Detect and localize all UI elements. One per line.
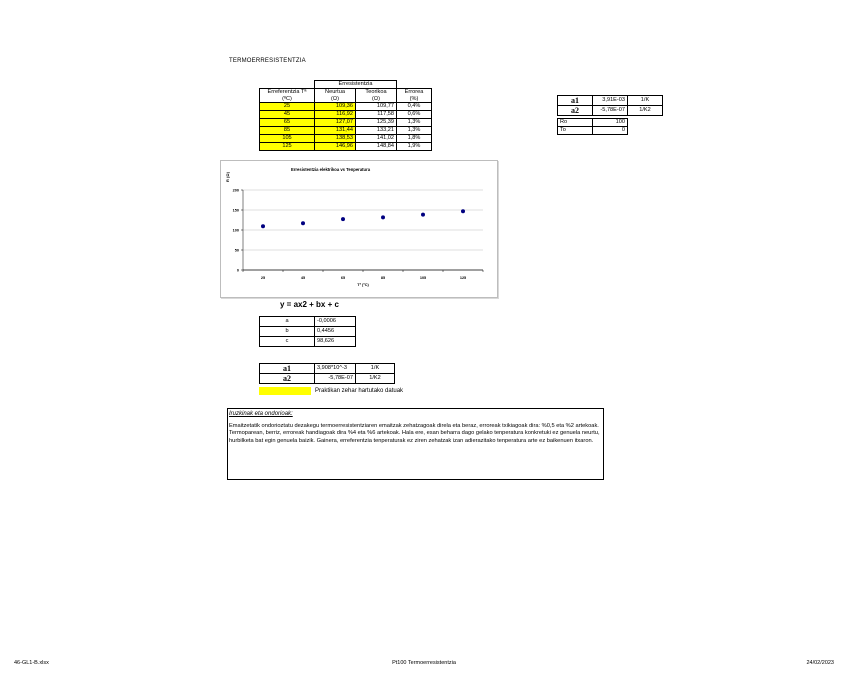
fit-value: 98,626 [315, 337, 356, 347]
coef-value: 3,908*10^-3 [315, 364, 356, 374]
table-row [558, 127, 628, 135]
coef-value: 3,91E-03 [593, 96, 628, 106]
ref-value: 100 [593, 119, 628, 127]
coef-value: -5,78E-07 [593, 106, 628, 116]
fit-value: -0,0006 [315, 317, 356, 327]
data-point [461, 209, 465, 213]
coefficients-table [557, 95, 663, 116]
notes-title: Iruzkinak eta ondorioak: [229, 411, 293, 417]
y-tick-label: 200 [232, 188, 239, 193]
theoretical-cell: 141,02 [356, 135, 397, 143]
resistance-table [259, 80, 432, 151]
fit-label: c [260, 337, 315, 347]
x-tick-label: 85 [380, 276, 386, 280]
data-point [261, 224, 265, 228]
table-row [260, 337, 356, 347]
data-point [301, 221, 305, 225]
table-row [558, 119, 628, 127]
fit-label: b [260, 327, 315, 337]
coef-unit: 1/K2 [628, 106, 663, 116]
coef-value: -5,78E-07 [315, 374, 356, 384]
temp-cell: 105 [260, 135, 315, 143]
measured-cell: 116,92 [315, 111, 356, 119]
x-tick-label: 125 [459, 276, 467, 280]
coef-unit: 1/K2 [356, 374, 395, 384]
notes-box [227, 408, 604, 480]
ref-label: To [558, 127, 593, 135]
page-title: TERMOERRESISTENTZIA [229, 58, 306, 64]
coef-label: a1 [558, 96, 593, 106]
header-theoretical: Teorikoa (Ω) [356, 89, 397, 103]
error-cell: 0,6% [397, 111, 432, 119]
error-cell: 1,9% [397, 143, 432, 151]
theoretical-cell: 148,84 [356, 143, 397, 151]
temp-cell: 85 [260, 127, 315, 135]
theoretical-cell: 133,21 [356, 127, 397, 135]
temp-cell: 45 [260, 111, 315, 119]
x-tick-label: 45 [300, 276, 306, 280]
table-row [260, 103, 432, 111]
table-row [558, 96, 663, 106]
y-tick-label: 100 [232, 228, 239, 233]
measured-cell: 131,44 [315, 127, 356, 135]
theoretical-cell: 125,39 [356, 119, 397, 127]
fit-label: a [260, 317, 315, 327]
error-cell: 0,4% [397, 103, 432, 111]
measured-cell: 109,36 [315, 103, 356, 111]
group-header: Erresistentzia [315, 81, 397, 89]
y-tick-label: 50 [234, 248, 239, 253]
chart-title: Erresistentzia elektrikoa vs Tenperatura [291, 167, 371, 172]
footer-sheet-name: Pt100 Termoerresistentzia [392, 660, 456, 666]
table-row [260, 364, 395, 374]
data-point [341, 217, 345, 221]
coef-unit: 1/K [628, 96, 663, 106]
theoretical-cell: 117,58 [356, 111, 397, 119]
scatter-chart [221, 161, 497, 297]
fit-equation: y = ax2 + bx + c [280, 300, 339, 309]
legend-swatch [259, 387, 311, 395]
header-temp: Erreferentzia Tª (ºC) [260, 89, 315, 103]
table-row [260, 327, 356, 337]
table-row [260, 374, 395, 384]
x-axis-label: Tª (ºC) [357, 283, 369, 287]
measured-cell: 127,07 [315, 119, 356, 127]
table-row [260, 317, 356, 327]
measured-cell: 138,53 [315, 135, 356, 143]
coef-unit: 1/K [356, 364, 395, 374]
data-point [381, 215, 385, 219]
x-tick-label: 25 [260, 276, 266, 280]
table-row [260, 143, 432, 151]
legend-text: Praktikan zehar hartutako datuak [315, 388, 404, 394]
x-tick-label: 65 [340, 276, 346, 280]
footer-filename: 46-GL1-B.xlsx [14, 660, 49, 666]
measured-cell: 146,96 [315, 143, 356, 151]
coef-label: a2 [260, 374, 315, 384]
y-tick-label: 150 [232, 208, 239, 213]
fit-table [259, 316, 356, 347]
fit-value: 0,4456 [315, 327, 356, 337]
notes-body: Emaitzetatik ondorioztatu dezakegu termoerresistentziaren emaitzak zehatzagoak direla eta beraz, erroreak txikiagoak dira: %0,5 eta %2 artekoak. Termoparean, berriz, erroreak handiagoak dira %4 eta %6 artekoak. Hala ere, esan beharra dago gelako tenperatura konkretuki ez genuela neurtu, hurbilketa bat egin genuela baizik. Gainera, erreferentzia tenperaturak ez ziren zehatzak izan adierazitako tenperatura arte ez baikenuen itxaron. [229, 423, 600, 444]
error-cell: 1,8% [397, 135, 432, 143]
coef-label: a1 [260, 364, 315, 374]
error-cell: 1,3% [397, 119, 432, 127]
theoretical-cell: 109,77 [356, 103, 397, 111]
table-row [558, 106, 663, 116]
footer-date: 24/02/2023 [806, 660, 834, 666]
table-row [260, 119, 432, 127]
reference-table [557, 118, 628, 135]
bottom-coefficients-table [259, 363, 395, 384]
table-row [260, 127, 432, 135]
y-axis-label: R (Ω) [225, 172, 230, 182]
temp-cell: 25 [260, 103, 315, 111]
ref-value: 0 [593, 127, 628, 135]
x-tick-label: 105 [419, 276, 427, 280]
table-row [260, 111, 432, 119]
y-tick-label: 0 [236, 268, 239, 273]
temp-cell: 125 [260, 143, 315, 151]
table-row [260, 135, 432, 143]
header-error: Errorea (%) [397, 89, 432, 103]
data-point [421, 213, 425, 217]
header-measured: Neurtua (Ω) [315, 89, 356, 103]
ref-label: Ro [558, 119, 593, 127]
coef-label: a2 [558, 106, 593, 116]
temp-cell: 65 [260, 119, 315, 127]
chart-area [220, 160, 498, 298]
error-cell: 1,3% [397, 127, 432, 135]
